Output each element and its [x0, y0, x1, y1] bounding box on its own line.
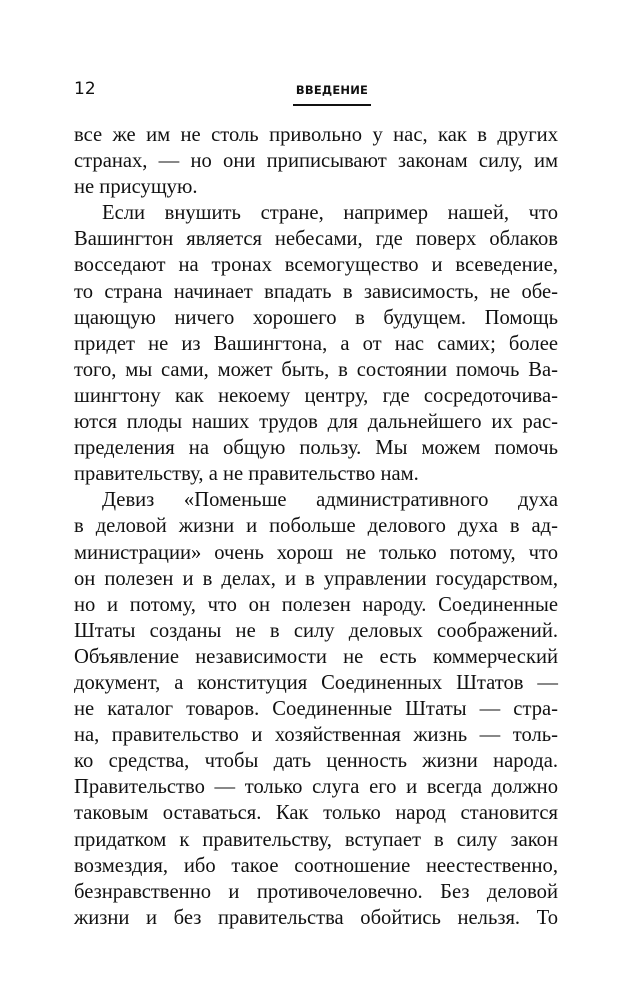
text-line: пределения на общую пользу. Мы можем помочь — [74, 437, 558, 460]
running-head-rule — [293, 104, 371, 106]
text-line: Вашингтон является небесами, где поверх облаков — [74, 228, 558, 251]
text-line: он полезен и в делах, и в управлении государством, — [74, 567, 558, 590]
text-line: восседают на тронах всемогущество и всеведение, — [74, 254, 558, 277]
text-line: ются плоды наших трудов для дальнейшего их рас- — [74, 411, 558, 434]
text-line: на, правительство и хозяйственная жизнь — толь- — [74, 724, 558, 747]
text-line: в деловой жизни и побольше делового духа в ад- — [74, 515, 558, 538]
text-line: Если внушить стране, например нашей, что — [102, 202, 558, 225]
page-number: 12 — [74, 79, 96, 99]
body-text — [74, 122, 558, 931]
text-line: документ, а конституция Соединенных Штатов — — [74, 671, 558, 694]
text-line: странах, — но они приписывают законам силу, им — [74, 150, 558, 173]
text-line: щающую ничего хорошего в будущем. Помощь — [74, 306, 558, 329]
paragraph-1 — [74, 122, 558, 200]
text-line: безнравственно и противочеловечно. Без деловой — [74, 880, 558, 903]
text-line: Правительство — только слуга его и всегда должно — [74, 776, 558, 799]
text-line: того, мы сами, может быть, в состоянии помочь Ва- — [74, 358, 558, 381]
text-line: шингтону как некоему центру, где сосредоточива- — [74, 384, 558, 407]
text-line: придет не из Вашингтона, а от нас самих; более — [74, 332, 558, 355]
paragraph-2 — [74, 200, 558, 487]
paragraph-3 — [74, 487, 558, 931]
text-line: возмездия, ибо такое соотношение неестественно, — [74, 854, 558, 877]
text-line: не каталог товаров. Соединенные Штаты — стра- — [74, 698, 558, 721]
text-line: придатком к правительству, вступает в силу закон — [74, 828, 558, 851]
text-line: министрации» очень хорош не только потому, что — [74, 541, 558, 564]
text-line: правительству, а не правительство нам. — [74, 463, 419, 486]
text-line: но и потому, что он полезен народу. Соединенные — [74, 593, 558, 616]
text-line: то страна начинает впадать в зависимость, не обе- — [74, 280, 558, 303]
text-line: Девиз «Поменьше административного духа — [102, 489, 558, 512]
text-line: Штаты созданы не в силу деловых соображений. — [74, 619, 558, 642]
text-line: Объявление независимости не есть коммерческий — [74, 645, 558, 668]
running-head: ВВЕДЕНИЕ — [295, 83, 369, 97]
text-line: все же им не столь привольно у нас, как в других — [74, 124, 558, 146]
text-line: таковым оставаться. Как только народ становится — [74, 802, 558, 825]
text-line: жизни и без правительства обойтись нельзя. То — [74, 906, 558, 929]
text-line: ко средства, чтобы дать ценность жизни народа. — [74, 750, 558, 773]
text-line: не присущую. — [74, 176, 198, 199]
